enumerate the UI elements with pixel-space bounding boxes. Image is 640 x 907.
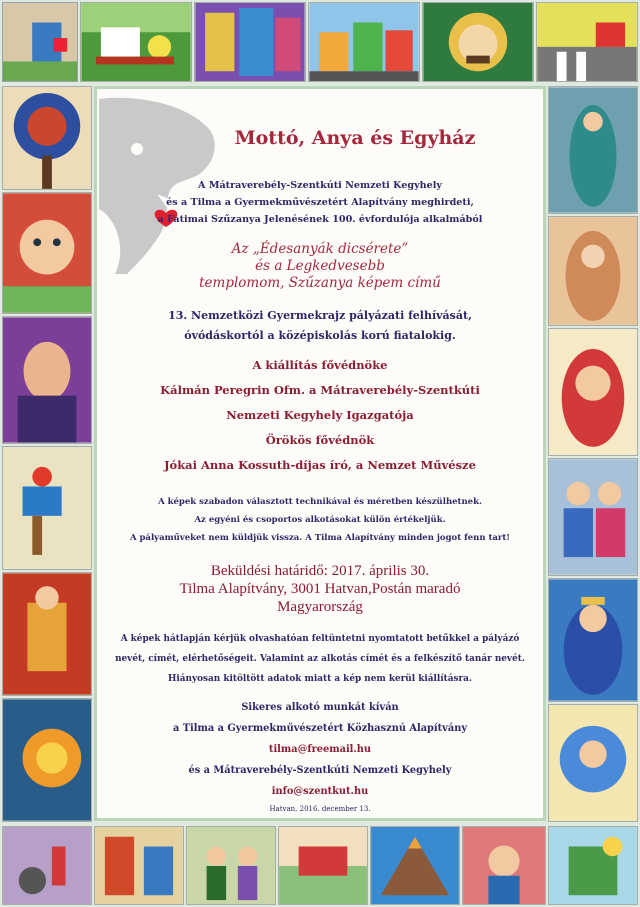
tilma-email-link[interactable]: tilma@freemail.hu	[268, 744, 372, 755]
child-drawing-tile	[2, 316, 92, 444]
child-drawing-tile	[278, 826, 368, 905]
deadline-line: Beküldési határidő: 2017. április 30.	[210, 563, 430, 579]
child-drawing-tile	[548, 826, 638, 905]
child-drawing-tile	[2, 446, 92, 570]
intro-line: A Mátraverebély-Szentkúti Nemzeti Kegyhely	[198, 180, 442, 191]
child-drawing-tile	[186, 826, 276, 905]
child-drawing-tile	[2, 826, 92, 905]
child-drawing-tile	[370, 826, 460, 905]
patron-line: Jókai Anna Kossuth-díjas író, a Nemzet Művésze	[164, 458, 476, 472]
child-drawing-tile	[80, 2, 192, 82]
deadline-block	[97, 562, 543, 616]
announcement-panel	[94, 86, 546, 821]
child-drawing-tile	[462, 826, 546, 905]
country-line: Magyarország	[277, 599, 363, 615]
closing-block	[117, 697, 523, 802]
child-drawing-tile	[422, 2, 534, 82]
competition-title-line: templomom, Szűzanya képem című	[199, 275, 441, 291]
patron-line: Nemzeti Kegyhely Igazgatója	[226, 408, 414, 422]
child-drawing-tile	[94, 826, 184, 905]
patron-line: Kálmán Peregrin Ofm. a Mátraverebély-Szentkúti	[160, 383, 480, 397]
child-drawing-tile	[536, 2, 638, 82]
patron-line: A kiállítás fővédnöke	[252, 358, 388, 372]
child-drawing-tile	[548, 578, 638, 702]
intro-line: a Fatimai Szűzanya Jelenésének 100. évfordulója alkalmából	[157, 214, 483, 225]
back-note-line: A képek hátlapján kérjük olvashatóan feltüntetni nyomtatott betűkkel a pályázó	[120, 634, 520, 644]
child-drawing-tile	[194, 2, 306, 82]
intro-text	[117, 177, 523, 228]
back-note-line: nevét, címét, elérhetőségeit. Valamint az alkotás címét és a felkészítő tanár nevét.	[115, 654, 525, 664]
competition-title-line: Az „Édesanyák dicsérete”	[231, 241, 409, 257]
foundation-name: a Tilma a Gyermekművészetért Közhasznú Alapítvány	[172, 723, 468, 734]
call-line: óvódáskortól a középiskolás korú fiatalokig.	[184, 329, 456, 342]
back-note-text	[107, 629, 533, 689]
competition-title-line: és a Legkedvesebb	[255, 258, 385, 274]
rules-line: Az egyéni és csoportos alkotásokat külön értékeljük.	[194, 515, 446, 525]
child-drawing-tile	[308, 2, 420, 82]
back-note-line: Hiányosan kitöltött adatok miatt a kép nem kerül kiállításra.	[168, 674, 472, 684]
patrons-section	[117, 353, 523, 478]
shrine-name: és a Mátraverebély-Szentkúti Nemzeti Kegyhely	[188, 765, 452, 776]
child-drawing-tile	[548, 458, 638, 576]
place-date: Hatvan, 2016. december 13.	[269, 805, 371, 813]
child-drawing-tile	[2, 698, 92, 822]
address-line: Tilma Alapítvány, 3001 Hatvan,Postán maradó	[179, 581, 461, 597]
page-title: Mottó, Anya és Egyház	[234, 127, 476, 149]
intro-line: és a Tilma a Gyermekművészetért Alapítvány meghirdeti,	[166, 197, 474, 208]
child-drawing-tile	[548, 86, 638, 214]
patron-line: Örökös fővédnök	[265, 433, 375, 447]
call-text	[117, 306, 523, 346]
child-drawing-tile	[548, 328, 638, 456]
child-drawing-tile	[548, 704, 638, 822]
child-drawing-tile	[2, 572, 92, 696]
closing-line: Sikeres alkotó munkát kíván	[241, 702, 399, 713]
rules-line: A képek szabadon választott technikával és méretben készülhetnek.	[158, 497, 482, 507]
child-drawing-tile	[548, 216, 638, 326]
competition-title	[97, 241, 543, 292]
rules-line: A pályaműveket nem küldjük vissza. A Tilma Alapítvány minden jogot fenn tart!	[129, 533, 511, 543]
child-drawing-tile	[2, 86, 92, 190]
child-drawing-tile	[2, 192, 92, 314]
szentkut-email-link[interactable]: info@szentkut.hu	[271, 786, 369, 797]
rules-text	[117, 493, 523, 547]
call-line: 13. Nemzetközi Gyermekrajz pályázati felhívását,	[168, 309, 472, 322]
child-drawing-tile	[2, 2, 78, 82]
